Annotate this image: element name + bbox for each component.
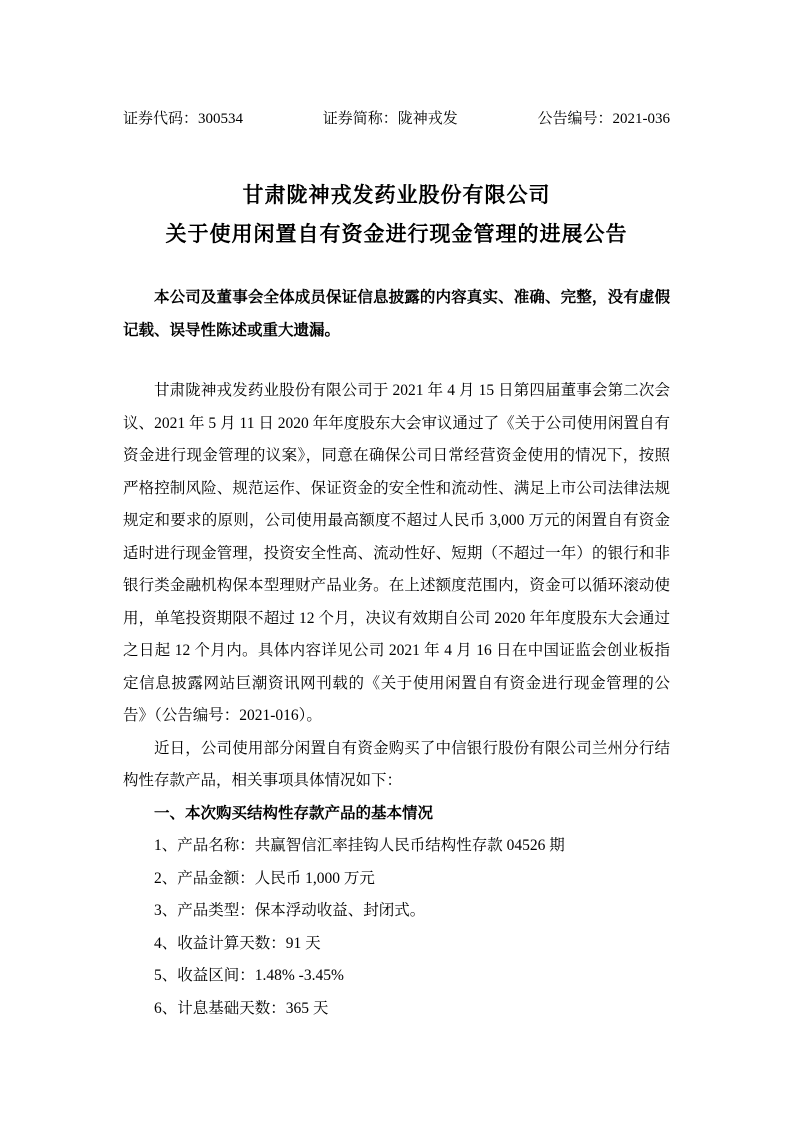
announcement-title: 关于使用闲置自有资金进行现金管理的进展公告 <box>165 222 628 246</box>
board-disclaimer: 本公司及董事会全体成员保证信息披露的内容真实、准确、完整，没有虚假记载、误导性陈述或重大遗漏。 <box>123 289 670 339</box>
announcement-number: 公告编号：2021-036 <box>537 111 670 127</box>
paragraph-recent-purchase: 近日，公司使用部分闲置自有资金购买了中信银行股份有限公司兰州分行结构性存款产品，相关事项具体情况如下： <box>123 739 670 789</box>
section-heading-basic-info: 一、本次购买结构性存款产品的基本情况 <box>154 804 434 822</box>
company-name-title: 甘肃陇神戎发药业股份有限公司 <box>242 183 551 207</box>
document-header <box>123 108 670 130</box>
list-item-interest-basis-days: 6、计息基础天数：365 天 <box>154 999 329 1017</box>
list-item-product-name: 1、产品名称：共赢智信汇率挂钩人民币结构性存款 04526 期 <box>154 837 565 854</box>
paragraph-approval-background: 甘肃陇神戎发药业股份有限公司于 2021 年 4 月 15 日第四届董事会第二次会议、2021 年 5 月 11 日 2020 年年度股东大会审议通过了《关于公司使用闲置自有资金进行现金管理的议案》，同意在确保公司日常经营资金使用的情况下，按照严格控制风险、规范运作、保证资金的安全性和流动性、满足上市公司法律法规规定和要求的原则，公司使用最高额度不超过人民币 3,000 万元的闲置自有资金适时进行现金管理，投资安全性高、流动性好、短期（不超过一年）的银行和非银行类金融机构保本型理财产品业务。在上述额度范围内，资金可以循环滚动使用，单笔投资期限不超过 12 个月，决议有效期自公司 2020 年年度股东大会通过之日起 12 个月内。具体内容详见公司 2021 年 4 月 16 日在中国证监会创业板指定信息披露网站巨潮资讯网刊载的《关于使用闲置自有资金进行现金管理的公告》（公告编号：2021-016）。 <box>123 382 670 724</box>
list-item-product-amount: 2、产品金额：人民币 1,000 万元 <box>154 869 375 887</box>
stock-code: 证券代码：300534 <box>123 111 244 127</box>
list-item-yield-range: 5、收益区间：1.48% -3.45% <box>154 967 344 984</box>
stock-short-name: 证券简称：陇神戎发 <box>322 111 458 127</box>
list-item-product-type: 3、产品类型：保本浮动收益、封闭式。 <box>154 902 426 919</box>
list-item-yield-days: 4、收益计算天数：91 天 <box>154 934 321 952</box>
